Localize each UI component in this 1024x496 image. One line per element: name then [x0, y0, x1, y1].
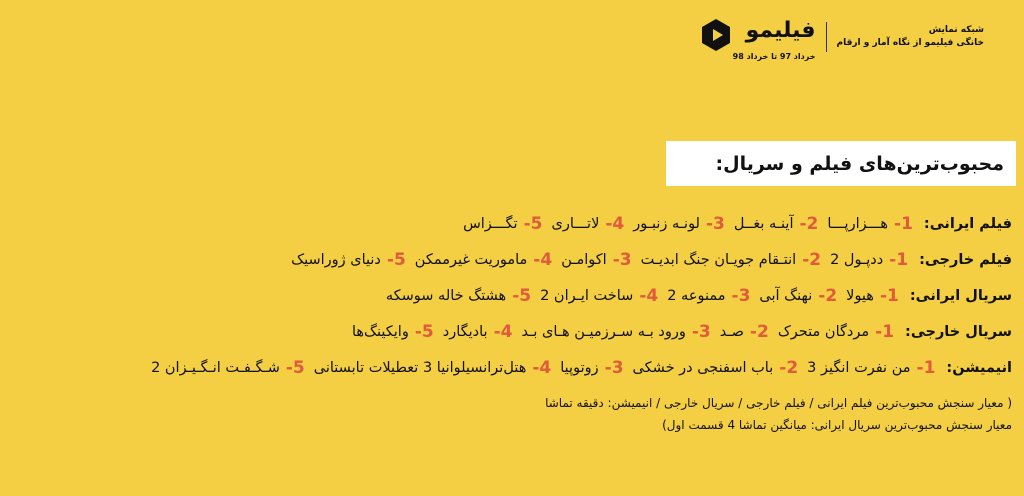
rank-title: هتل‌ترانسیلوانیا 3 تعطیلات تابستانی [313, 360, 527, 376]
rank-number: 5- [414, 322, 434, 342]
tagline-line1: شبکه نمایش [928, 25, 984, 35]
brand-block [733, 18, 816, 61]
rank-number: 1- [875, 322, 895, 342]
rank-title: ورود بـه سـرزمیـن هـای بـد [521, 324, 686, 340]
rank-number: 4- [493, 322, 513, 342]
ranking-row-iranian-series [12, 278, 1012, 314]
rank-number: 2- [799, 214, 819, 234]
rank-title: ساخت ایـران 2 [540, 288, 634, 304]
rank-title: آینـه بغــل [733, 216, 794, 232]
rank-title: زوتوپیا [560, 360, 599, 376]
rank-title: دنیای ژوراسیک [291, 252, 381, 268]
rank-number: 2- [749, 322, 769, 342]
header [691, 18, 984, 61]
rank-number: 1- [879, 286, 899, 306]
row-category: انیمیشن: [946, 360, 1012, 376]
rank-title: مردگان متحرک [777, 324, 870, 340]
rank-title: هشتگ خاله سوسکه [385, 288, 507, 304]
note-line1: ( معیار سنجش محبوب‌ترین فیلم ایرانی / فیلم خارجی / سریال خارجی / انیمیشن: دقیقه تماشا [545, 396, 1012, 410]
rank-title: هیولا [846, 288, 874, 304]
rank-title: ممنوعه 2 [667, 288, 726, 304]
rank-number: 1- [894, 214, 913, 234]
row-category: سریال ایرانی: [909, 288, 1012, 304]
rank-number: 3- [731, 286, 751, 306]
rank-number: 5- [512, 286, 532, 306]
rank-number: 3- [612, 250, 632, 270]
rank-number: 2- [779, 358, 799, 378]
row-category: فیلم خارجی: [919, 252, 1012, 268]
header-divider [826, 22, 827, 52]
rank-title: هـــزارپـــا [827, 216, 889, 232]
rank-title: وایکینگ‌ها [351, 324, 409, 340]
rank-title: لونـه زنبـور [633, 216, 700, 232]
row-category: سریال خارجی: [905, 324, 1012, 340]
rank-title: ماموریت غیرممکن [414, 252, 528, 268]
rankings-list [12, 206, 1012, 386]
date-range: خرداد 97 تا خرداد 98 [732, 52, 816, 61]
section-title: محبوب‌ترین‌های فیلم و سریال: [666, 141, 1016, 186]
rank-number: 1- [889, 250, 909, 270]
note-line2: معیار سنجش محبوب‌ترین سریال ایرانی: میانگین تماشا 4 قسمت اول) [662, 418, 1012, 432]
rank-number: 3- [691, 322, 711, 342]
rank-title: تگـــزاس [463, 216, 518, 232]
brand-name: فیلیمو [745, 18, 816, 43]
rank-number: 3- [604, 358, 624, 378]
rank-title: اکوامـن [561, 252, 607, 268]
header-tagline [837, 24, 985, 50]
ranking-row-animation [12, 350, 1012, 386]
methodology-notes [545, 392, 1012, 436]
filimo-logo-icon [699, 18, 733, 52]
rank-number: 5- [386, 250, 406, 270]
rank-number: 5- [285, 358, 305, 378]
rank-title: باب اسفنجی در خشکی [632, 360, 774, 376]
rank-title: بادیگارد [442, 324, 488, 340]
rank-title: من نفرت انگیز 3 [807, 360, 911, 376]
rank-number: 4- [532, 358, 552, 378]
ranking-row-foreign-series [12, 314, 1012, 350]
ranking-row-foreign-film [12, 242, 1012, 278]
rank-title: ددپـول 2 [830, 252, 884, 268]
rank-number: 3- [705, 214, 725, 234]
rank-number: 1- [916, 358, 936, 378]
rank-title: شـگـفـت انـگـیـزان 2 [151, 360, 280, 376]
rank-title: نهنگ آبی [759, 288, 813, 304]
rank-title: صـد [719, 324, 744, 340]
rank-number: 5- [523, 214, 543, 234]
rank-number: 4- [605, 214, 625, 234]
rank-number: 2- [802, 250, 822, 270]
rank-title: انتـقام جویـان جنگ ابدیـت [640, 252, 797, 268]
row-category: فیلم ایرانی: [923, 216, 1012, 232]
ranking-row-iranian-film [12, 206, 1012, 242]
rank-number: 4- [639, 286, 659, 306]
rank-number: 2- [818, 286, 838, 306]
rank-title: لاتـــاری [551, 216, 600, 232]
tagline-line2: خانگی فیلیمو از نگاه آمار و ارقام [836, 38, 984, 48]
rank-number: 4- [533, 250, 553, 270]
